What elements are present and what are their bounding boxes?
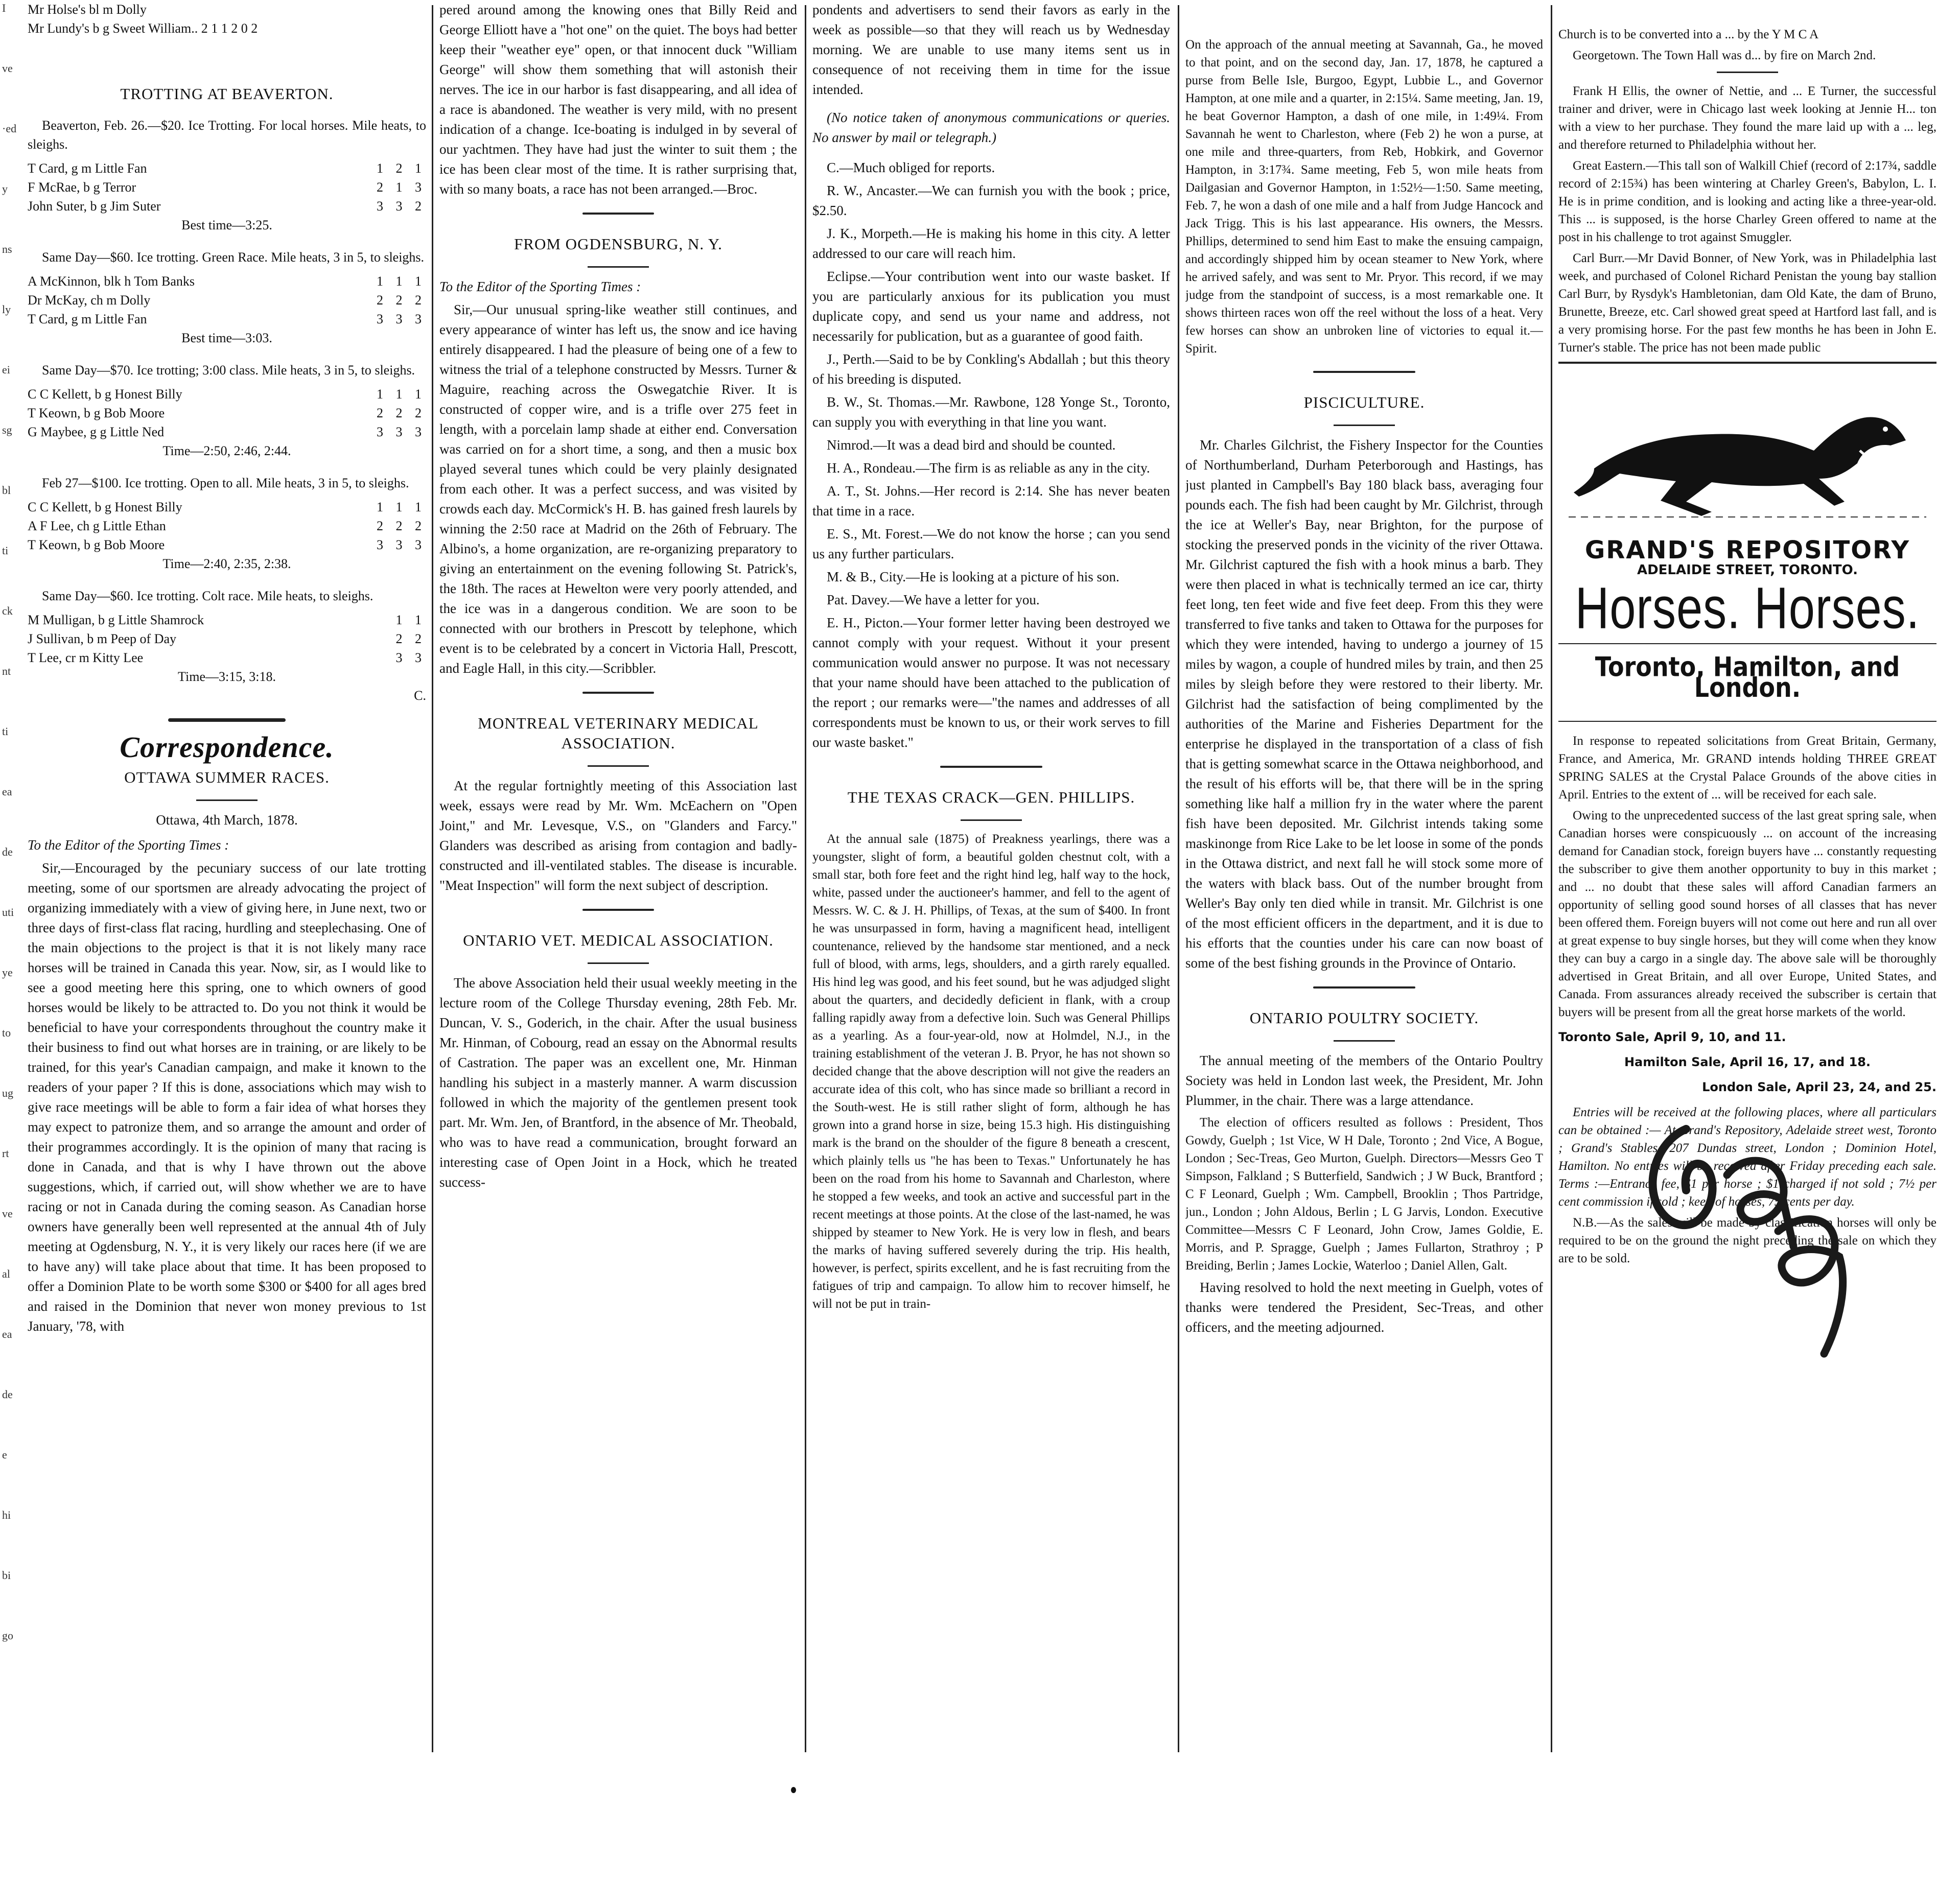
- correspondent-answer: H. A., Rondeau.—The firm is as reliable as any in the city.: [827, 460, 1150, 476]
- race-time: Best time—3:03.: [181, 331, 272, 345]
- margin-fragment: ei: [2, 363, 10, 376]
- ornament-rule: [582, 213, 654, 215]
- margin-fragment: to: [2, 1026, 11, 1039]
- correspondent-answer: B. W., St. Thomas.—Mr. Rawbone, 128 Yonge St., Toronto, can supply you with everything in that line you want.: [812, 394, 1170, 430]
- race-entry: [28, 610, 426, 629]
- entry-name: John Suter, b g Jim Suter: [28, 199, 161, 214]
- running-horse-illustration: [1558, 374, 1936, 527]
- correspondent-answer: J., Perth.—Said to be by Conkling's Abdallah ; but this theory of his breeding is disputed.: [812, 351, 1170, 387]
- ad-rule: [1558, 643, 1936, 644]
- top-line-1: Mr Holse's bl m Dolly: [28, 2, 147, 17]
- entry-name: A F Lee, ch g Little Ethan: [28, 519, 166, 533]
- divider: [588, 765, 649, 767]
- montreal-body: At the regular fortnightly meeting of this Association last week, essays were read by Mr. Wm. McEachern on "Open Joint," and Mr. Levesque, V.S., on "Glanders and Farcy." Glanders was described as arising from contagion and badly-constructed and ill-ventilated stables. The disease is incurable. "Meat Inspection" will form the next subject of description.: [439, 778, 797, 893]
- pisciculture-body: Mr. Charles Gilchrist, the Fishery Inspector for the Counties of Northumberland, Durham Peterborough and Hastings, has just planted in Campbell's Bay 180 black bass, averaging four pounds each. The fish had been caught by Mr. Gilchrist, through the ice at Weller's Bay, near Brighton, for the purpose of stocking the preserved ponds in the vicinity of the river Ottawa. Mr. Gilchrist captured the fish with a hook minus a barb. They were then placed in what is technically termed an ice car, thirty feet long, ten feet wide and five feet deep. From this they were transferred to five tanks and taken to Ottawa for the purposes for which they were intended, having to undergo a journey of 15 miles by wagon, a couple of hundred miles by train, and then 25 miles by sleigh before they were restored to their liberty. Mr. Gilchrist had the satisfaction of being complimented by the authorities of the Marine and Fisheries Department for the enterprise he displayed in the transportation of a class of fish that is getting somewhat scarce in the Ottawa neighborhood, and the result of his efforts will be, that there will be in the spring something like half a million fry in the water where the parent fish have been deposited. Mr. Gilchrist intends taking some maskinonge from Rice Lake to be let loose in some of the ponds in the Ottawa district, and next fall he will stock some more of the waters with black bass. Out of the number brought from Weller's Bay only ten died while in transit. Mr. Gilchrist is one of the most efficient officers in the department, and it is due to his efforts that the counties under his care can now boast of some of the best fishing grounds in the Province of Ontario.: [1185, 437, 1543, 971]
- entry-result: 2 2: [395, 631, 426, 646]
- divider: [1717, 72, 1778, 73]
- entry-result: 3 3: [395, 650, 426, 665]
- race-entry: [28, 385, 426, 404]
- race-entry: [28, 291, 426, 310]
- margin-fragment: al: [2, 1267, 10, 1280]
- brief-1: Church is to be converted into a ... by the Y M C A: [1558, 28, 1819, 41]
- ontario-vet-body: The above Association held their usual weekly meeting in the lecture room of the College Thursday evening, 28th Feb. Mr. Duncan, V. S., Goderich, in the chair. After the usual business Mr. Hinman, of Cobourg, read an essay on the Abnormal results of Castration. The paper was an excellent one, Mr. Hinman handling his subject in a masterly manner. A warm discussion followed in which the majority of the gentlemen present took part. Mr. Wm. Jen, of Brantford, in the absence of Mr. Theobald, who was to have read a communication, brought forward an interesting case of Open Joint in a Hock, which he treated success-: [439, 975, 797, 1190]
- race-entry: [28, 629, 426, 648]
- ornament-rule: [168, 718, 286, 722]
- margin-fragment: ve: [2, 1207, 13, 1220]
- margin-fragment: bi: [2, 1569, 11, 1582]
- margin-fragment: e: [2, 1448, 7, 1461]
- texas-crack-heading: THE TEXAS CRACK—GEN. PHILLIPS.: [847, 788, 1135, 806]
- race-intro: Same Day—$60. Ice trotting. Green Race. Mile heats, 3 in 5, to sleighs.: [42, 250, 425, 265]
- ad-nb: N.B.—As the sales will be made by classification horses will only be required to be on the ground the night preceding the sale on which they are to be sold.: [1558, 1216, 1936, 1265]
- race-results: [28, 116, 426, 686]
- ink-speck: [791, 1787, 796, 1793]
- correspondent-answer: E. S., Mt. Forest.—We do not know the horse ; can you send us any further particulars.: [812, 526, 1170, 561]
- entry-name: J Sullivan, b m Peep of Day: [28, 631, 177, 646]
- race-time: Time—3:15, 3:18.: [178, 669, 276, 684]
- brief-great-eastern: Great Eastern.—This tall son of Walkill Chief (record of 2:17¾, saddle record of 2:15¾) has been wintering at Charley Green's, Babylon, L. I. He is in prime condition, and is looking and acting like a three-year-old. This ... is supposed, is the horse Charley Green offered to name at the post in his challenge to trot against Smuggler.: [1558, 159, 1936, 244]
- article-heading: OTTAWA SUMMER RACES.: [124, 768, 330, 786]
- column-3: [812, 0, 1170, 1773]
- salutation: To the Editor of the Sporting Times :: [28, 837, 229, 853]
- ad-sale-london: London Sale, April 23, 24, and 25.: [1702, 1080, 1936, 1094]
- divider: [196, 799, 258, 801]
- margin-fragment: ti: [2, 544, 9, 557]
- brief-ellis: Frank H Ellis, the owner of Nettie, and ... E Turner, the successful trainer and driver, were in Chicago last week looking at Jennie H... ton with a view to her purchase. They found the mare laid up with a ... leg, and therefore returned to Philadelphia without her.: [1558, 84, 1936, 152]
- entry-result: 3 3 3: [377, 537, 426, 552]
- section-title: Correspondence.: [120, 731, 334, 764]
- trotting-heading: TROTTING AT BEAVERTON.: [120, 85, 334, 103]
- correspondent-answer: C.—Much obliged for reports.: [827, 160, 995, 175]
- continued-paragraph: pered around among the knowing ones that Billy Reid and George Elliott have a "hot one" on the quiet. The boys had better keep their "weather eye" open, or that innocent duck "William George" will show them something that will astonish their nerves. The ice in our harbor is fast disappearing, and all idea of a race is abandoned. The weather is very mild, with no present indication of a change. Ice-boating is indulged in by several of our yachtmen. They have had just the winter to suit them ; the ice has been clear most of the time. It is rather surprising that, with so many boats, a race has not been arranged.—Broc.: [439, 2, 797, 197]
- brief-2: Georgetown. The Town Hall was d... by fire on March 2nd.: [1573, 49, 1876, 62]
- entry-result: 1 1: [395, 613, 426, 627]
- entry-name: T Keown, b g Bob Moore: [28, 406, 165, 420]
- race-intro: Same Day—$70. Ice trotting; 3:00 class. Mile heats, 3 in 5, to sleighs.: [42, 363, 415, 378]
- ontario-vet-heading: ONTARIO VET. MEDICAL ASSOCIATION.: [463, 931, 774, 949]
- poultry-heading: ONTARIO POULTRY SOCIETY.: [1249, 1009, 1479, 1027]
- race-intro: Beaverton, Feb. 26.—$20. Ice Trotting. For local horses. Mile heats, to sleighs.: [28, 118, 426, 152]
- entry-name: Dr McKay, ch m Dolly: [28, 293, 151, 308]
- entry-result: 1 1 1: [377, 274, 426, 289]
- results-signoff: C.: [414, 688, 426, 703]
- ad-body-2: Owing to the unprecedented success of the last great spring sale, when Canadian horses were conspicuously ... on account of the increasing demand for Canadian stock, foreign buyers have ... constantly requesting the subscriber to give them another opportunity to buy in this market ; and ... no doubt that these sales will afford Canadian farmers an opportunity of selling good sound horses of all classes that has never been offered them. Foreign buyers will not come out here and run all over at great expense to buy single horses, but they will come when they know they can buy a cargo in a single day. The above sale will be thoroughly advertised in Great Britain, and all over Europe, United States, and Canada. From assurances already received the subscriber is certain that buyers will be present from all the great horse markets of the world.: [1558, 809, 1936, 1019]
- race-entry: [28, 310, 426, 328]
- ad-title: GRAND'S REPOSITORY: [1584, 536, 1910, 564]
- race-time: Best time—3:25.: [181, 218, 272, 232]
- race-entry: [28, 272, 426, 291]
- margin-fragment: de: [2, 845, 13, 858]
- margin-fragment: de: [2, 1388, 13, 1401]
- ad-cities: Toronto, Hamilton, and London.: [1595, 651, 1900, 703]
- margin-fragment: ve: [2, 62, 13, 75]
- entry-result: 2 1 3: [377, 180, 426, 195]
- race-entry: [28, 648, 426, 667]
- column-1: [28, 0, 426, 1773]
- entry-result: 3 3 2: [377, 199, 426, 214]
- entry-name: A McKinnon, blk h Tom Banks: [28, 274, 195, 289]
- race-entry: [28, 404, 426, 422]
- race-time: Time—2:50, 2:46, 2:44.: [162, 443, 291, 458]
- ornament-rule: [582, 909, 654, 911]
- texas-crack-body: At the annual sale (1875) of Preakness yearlings, there was a youngster, slight of form, a beautiful golden chestnut colt, with a small star, both fore feet and the right hind leg, half way to the hock, white, passed under the auctioneer's hammer, and fell to the agent of Messrs. W. C. & J. H. Phillips, of Texas, at the sum of $400. In front he was unsurpassed in form, having a magnificent head, intelligent countenance, relieved by the handsome star mentioned, and a neck full of blood, with arms, legs, shoulders, and a girth rarely equalled. His hind leg was good, and his feet sound, but he was adjudged slight about the quarters, and decidedly deficient in flank, with a croup falling rapidly away from a defective loin. Such was General Phillips as a yearling. As a four-year-old, now at Holmdel, N.J., in the training establishment of the veteran J. B. Pryor, he has not shown so decided change that the above description will not give the readers an accurate idea of this colt, who has since made so brilliant a record in the South-west. He is still rather slight of form, although he has grown into a grand horse in size, being 15.3 high. His distinguishing mark is the brand on the shoulder of the figure 8 beneath a crescent, which plainly tells us "he has been to Texas." Unfortunately he has been on the road from his home to Savannah and Charleston, where he stopped a few weeks, and took an active and successful part in the recent meetings at those points. At the close of the last-named, he was shipped by steamer to New York. He is very low in flesh, and bears the marks of having suffered severely during the trip. His health, however, is perfect, spirits excellent, and he is fast recruiting from the fatigues of trip and campaign. To allow him to recover himself, he will not be put in train-: [812, 832, 1170, 1311]
- correspondent-answer: J. K., Morpeth.—He is making his home in this city. A letter addressed to our care will reach him.: [812, 226, 1170, 261]
- ad-headline: Horses. Horses.: [1575, 576, 1920, 641]
- margin-fragment: ea: [2, 785, 12, 798]
- margin-fragment: nt: [2, 665, 11, 677]
- anonymous-notice: (No notice taken of anonymous communications or queries. No answer by mail or telegraph.): [812, 110, 1170, 145]
- divider: [961, 819, 1022, 821]
- margin-fragment: sg: [2, 423, 12, 436]
- column-rule: [1551, 5, 1552, 1752]
- race-entry: [28, 197, 426, 216]
- race-entry: [28, 535, 426, 554]
- margin-fragment: ly: [2, 303, 11, 316]
- column-rule: [1178, 5, 1179, 1752]
- correspondent-answer: E. H., Picton.—Your former letter having been destroyed we cannot comply with your request. Without it your present communication would answer no purpose. It was not necessary that your name should have been attached to the publication of the report ; our remarks were—"the names and addresses of all correspondents must be known to us, or their work serves to fill our waste basket.": [812, 615, 1170, 750]
- top-line-2: Mr Lundy's b g Sweet William.. 2 1 1 2 0 2: [28, 21, 258, 36]
- handwritten-mark: [1609, 1098, 1916, 1364]
- entry-result: 3 3 3: [377, 425, 426, 439]
- race-entry: [28, 178, 426, 197]
- brief-carl-burr: Carl Burr.—Mr David Bonner, of New York, was in Philadelphia last week, and purchased of Colonel Richard Penistan the young bay stallion Carl Burr, by Rysdyk's Hambletonian, dam Old Kate, the dam of Bruno, Brunette, Breeze, etc. Carl showed great speed at Hartford last fall, and is a very promising horse. For the past few months he has been in John E. Turner's stable. The price has not been made public: [1558, 251, 1936, 355]
- margin-fragment: ye: [2, 966, 13, 979]
- entry-result: 1 1 1: [377, 500, 426, 514]
- pisciculture-heading: PISCICULTURE.: [1303, 393, 1425, 411]
- divider: [1334, 1040, 1395, 1042]
- margin-fragment: I: [2, 2, 6, 14]
- correspondent-answer: R. W., Ancaster.—We can furnish you with the book ; price, $2.50.: [812, 183, 1170, 218]
- margin-fragment: ti: [2, 725, 9, 738]
- correspondent-answer: A. T., St. Johns.—Her record is 2:14. She has never beaten that time in a race.: [812, 483, 1170, 519]
- correspondents-notice: pondents and advertisers to send their favors as early in the week as possible—so that they will reach us by Wednesday morning. We are unable to use many items sent us in consequence of not receiving them in time for the issue intended.: [812, 2, 1170, 97]
- divider: [1334, 425, 1395, 426]
- entry-result: 1 2 1: [377, 161, 426, 176]
- race-intro: Same Day—$60. Ice trotting. Colt race. Mile heats, to sleighs.: [42, 589, 374, 603]
- column-rule: [432, 5, 433, 1752]
- entry-result: 2 2 2: [377, 406, 426, 420]
- correspondent-answer: Eclipse.—Your contribution went into our waste basket. If you are particularly anxious for its publication you must duplicate copy, and send us your name and address, not necessarily for publication, but as a guarantee of good faith.: [812, 269, 1170, 344]
- dateline: Ottawa, 4th March, 1878.: [156, 812, 298, 828]
- margin-fragment: bl: [2, 484, 11, 497]
- race-entry: [28, 159, 426, 178]
- column-4: [1185, 0, 1543, 1773]
- margin-fragment: rt: [2, 1147, 9, 1160]
- margin-fragment: uti: [2, 906, 14, 919]
- column-2: [439, 0, 797, 1773]
- entry-name: T Card, g m Little Fan: [28, 312, 147, 326]
- correspondent-answer: M. & B., City.—He is looking at a picture of his son.: [827, 569, 1119, 584]
- ad-body-1: In response to repeated solicitations from Great Britain, Germany, France, and America, Mr. GRAND intends holding THREE GREAT SPRING SALES at the Crystal Palace Grounds of the above cities in April. Entries to the extent of ... will be received for each sale.: [1558, 734, 1936, 802]
- margin-fragment: ·ed: [2, 122, 17, 135]
- ornament-rule: [582, 692, 654, 694]
- entry-name: F McRae, b g Terror: [28, 180, 136, 195]
- texas-crack-continued: On the approach of the annual meeting at Savannah, Ga., he moved to that point, and on the second day, Jan. 17, 1878, he captured a purse from Belle Isle, Burgoo, Egypt, Lubbie L., and Governor Hampton, at one mile and a quarter, in 2:15¼. Same meeting, Jan. 19, he beat Governor Hampton, a dash of one mile, in 1:49¼. From Savannah he went to Charleston, where (Feb 2) he won a purse, at one mile and three-quarters, from Reb, Hobkirk, and Governor Hampton, in 3:17¾. Same meeting, Feb 5, won mile heats from Dailgasian and Governor Hampton, in 1:52½—1:50. Same meeting, Feb. 7, he won a dash of one mile and a half from Judge Hancock and Jack Trigg. This is his last appearance. His owners, the Messrs. Phillips, determined to send him East to make the ensuing campaign, and accordingly shipped him by ocean steamer to New York, where he arrived safely, and was sent to Mr. Pryor. This record, if we may judge from the standpoint of success, is a most remarkable one. It shows thirteen races won off the reel without the loss of a heat. Very few horses can show an unbroken line of victories to equal it.—Spirit.: [1185, 38, 1543, 356]
- article-body: Sir,—Encouraged by the pecuniary success of our late trotting meeting, some of our sportsmen are already advocating the project of organizing immediately with a view of giving here, in June next, two or three days of first-class flat racing, hurdling and steeplechasing. One of the main objections to the project is that it is not likely many race horses will be trained in Canada this year. Now, sir, as I would like to see a good meeting here this spring, one to which owners of good horses would be likely to be attracted to. Do you not think it would be beneficial to have your correspondents throughout the country make it their business to find out what horses are in training, or are likely to be trained, for this year's Canadian campaign, and make it known to the readers of your paper ? If this is done, associations which may wish to give race meetings will be able to form a fair idea of what horses they may expect to patronize them, and so arrange the amount and order of their programmes accordingly. It is the opinion of many that racing is done in Canada, and that is why I have thrown out the above suggestions, which, if carried out, will show whether we are to have racing or not in Canada during the coming season. As Canadian horse owners have generally been well represented at the annual 4th of July meeting at Ogdensburg, N. Y., it is very likely our races here (if we are to have any) will take place about that time. It has been proposed to offer a Dominion Plate to be worth some $300 or $400 for all ages bred and raised in the Dominion that never won money previous to 1st January, '78, with: [28, 860, 426, 1334]
- ornament-rule: [940, 766, 1042, 768]
- montreal-heading: MONTREAL VETERINARY MEDICAL ASSOCIATION.: [478, 714, 759, 752]
- entry-name: T Card, g m Little Fan: [28, 161, 147, 176]
- ogdensburg-heading: FROM OGDENSBURG, N. Y.: [514, 235, 722, 253]
- top-race-lines: [28, 0, 426, 38]
- entry-name: C C Kellett, b g Honest Billy: [28, 387, 182, 402]
- poultry-body-3: Having resolved to hold the next meeting in Guelph, votes of thanks were tendered the President, Sec-Treas, and other officers, and the meeting adjourned.: [1185, 1280, 1543, 1335]
- margin-fragment: ck: [2, 604, 13, 617]
- correspondent-answer: Nimrod.—It was a dead bird and should be counted.: [827, 437, 1116, 453]
- entry-name: T Keown, b g Bob Moore: [28, 537, 165, 552]
- entry-result: 2 2 2: [377, 519, 426, 533]
- ogdensburg-body: Sir,—Our unusual spring-like weather still continues, and every appearance of winter has left us, the snow and ice having entirely disappeared. I had the pleasure of being one of a few to witness the trial of a telephone constructed by Messrs. Turner & Maguire, reaching across the Oswegatchie River. It is constructed of copper wire, and is a trifle over 275 feet in length, with a porcelain lamp shade at either end. Conversation was carried on for a short time, a song, and then a music box played several tunes which could be very plainly designated from each other. It was a perfect success, and was visited by crowds each day. McCormick's H. B. has gained fresh laurels by winning the 2:50 race at Madrid on the 26th of February. The Albino's, a home organization, are re-organizing preparatory to giving an entertainment on the evening following St. Patrick's, the 18th. The races at Hewelton were very poorly attended, and the ice was in a dangerous condition. We are soon to be connected with our brothers in Prescott by telephone, which event is to be celebrated by a concert in Victoria Hall, Prescott, and Eagle Hall, in this city.—Scribbler.: [439, 302, 797, 676]
- divider: [588, 266, 649, 268]
- poultry-body-2: The election of officers resulted as follows : President, Thos Gowdy, Guelph ; 1st Vice, W H Dale, Toronto ; 2nd Vice, A Bogue, London ; Sec-Treas, Geo Murton, Guelph. Directors—Messrs Geo T Simpson, Falkland ; S Butterfield, Sandwich ; J W Buck, Brantford ; C F Leonard, Guelph ; Wm. Campbell, Brooklin ; Thos Partridge, jun., London ; John Aldous, Berlin ; L G Jarvis, London. Executive Committee—Messrs C F Leonard, John Crow, James Goldie, E. Morris, and P. Spragge, Guelph ; James Fullarton, Strathroy ; P Breiding, Berlin ; James Lockie, Waterloo ; Daniel Allen, Galt.: [1185, 1116, 1543, 1273]
- ad-top-rule: [1558, 362, 1936, 364]
- ornament-rule: [1313, 371, 1415, 373]
- ad-body-3: Entries will be received at the following places, where all particulars can be obtained :— At Grand's Repository, Adelaide street west, Toronto ; Grand's Stables, 207 Dundas street, London ; Dominion Hotel, Hamilton. No entries will be received after Friday preceding each sale. Terms :—Entrance fee, $1 per horse ; $1 charged if not sold ; 7½ per cent commission if sold ; keep of horses, 75 cents per day.: [1558, 1105, 1936, 1209]
- ad-sale-hamilton: Hamilton Sale, April 16, 17, and 18.: [1624, 1055, 1871, 1069]
- ad-sale-toronto: Toronto Sale, April 9, 10, and 11.: [1558, 1030, 1786, 1044]
- column-5: [1558, 0, 1936, 1773]
- race-entry: [28, 422, 426, 441]
- race-intro: Feb 27—$100. Ice trotting. Open to all. Mile heats, 3 in 5, to sleighs.: [42, 476, 409, 490]
- ad-rule: [1558, 721, 1936, 722]
- entry-result: 1 1 1: [377, 387, 426, 402]
- entry-name: T Lee, cr m Kitty Lee: [28, 650, 144, 665]
- entry-name: C C Kellett, b g Honest Billy: [28, 500, 182, 514]
- entry-name: M Mulligan, b g Little Shamrock: [28, 613, 204, 627]
- correspondent-answer: Pat. Davey.—We have a letter for you.: [827, 592, 1040, 607]
- margin-fragment: ug: [2, 1087, 13, 1099]
- ogdensburg-salutation: To the Editor of the Sporting Times :: [439, 279, 641, 294]
- divider: [588, 962, 649, 964]
- race-entry: [28, 516, 426, 535]
- ornament-rule: [1313, 986, 1415, 988]
- entry-name: G Maybee, g g Little Ned: [28, 425, 165, 439]
- margin-fragment: hi: [2, 1509, 11, 1521]
- answers-to-correspondents: [812, 158, 1170, 752]
- race-entry: [28, 498, 426, 516]
- margin-fragment: go: [2, 1629, 13, 1642]
- entry-result: 2 2 2: [377, 293, 426, 308]
- margin-fragment: ns: [2, 243, 12, 255]
- poultry-body-1: The annual meeting of the members of the Ontario Poultry Society was held in London last week, the President, Mr. John Plummer, in the chair. There was a large attendance.: [1185, 1053, 1543, 1108]
- ad-address: ADELAIDE STREET, TORONTO.: [1637, 562, 1858, 578]
- race-time: Time—2:40, 2:35, 2:38.: [162, 556, 291, 571]
- entry-result: 3 3 3: [377, 312, 426, 326]
- column-rule: [805, 5, 806, 1752]
- left-margin-fragments: [2, 0, 15, 1737]
- margin-fragment: ea: [2, 1328, 12, 1340]
- margin-fragment: y: [2, 182, 8, 195]
